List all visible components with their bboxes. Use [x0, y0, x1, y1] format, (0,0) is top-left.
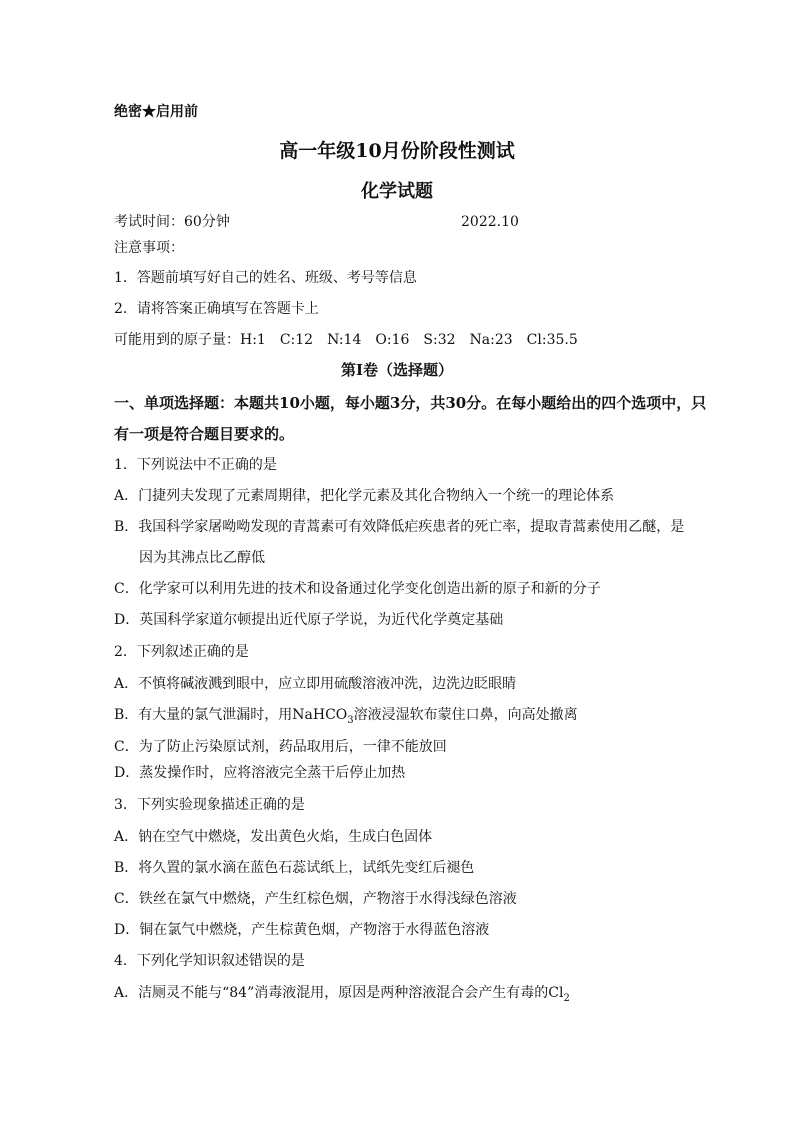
q3-stem: 3．下列实验现象描述正确的是 — [114, 797, 305, 813]
confidential-mark: 绝密★启用前 — [114, 104, 198, 120]
q2-option-a: A．不慎将碱液溅到眼中，应立即用硫酸溶液冲洗，边洗边眨眼睛 — [114, 676, 517, 692]
q1-option-a: A．门捷列夫发现了元素周期律，把化学元素及其化合物纳入一个统一的理论体系 — [114, 488, 615, 504]
atomic-mass-h: H:1 — [240, 332, 266, 348]
atomic-mass-o: O:16 — [375, 332, 410, 348]
q1-option-b: B．我国科学家屠呦呦发现的青蒿素可有效降低疟疾患者的死亡率，提取青蒿素使用乙醚，是 — [114, 519, 685, 535]
atomic-mass-cl: Cl:35.5 — [526, 332, 578, 348]
q2-b-text: B．有大量的氯气泄漏时，用NaHCO — [114, 707, 348, 723]
q2-b-subscript: 3 — [347, 714, 354, 726]
q1-option-d: D．英国科学家道尔顿提出近代原子学说，为近代化学奠定基础 — [114, 612, 504, 628]
notes-heading: 注意事项： — [114, 240, 184, 256]
exam-title: 高一年级10月份阶段性测试 — [279, 140, 515, 162]
q1-option-c: C．化学家可以利用先进的技术和设备通过化学变化创造出新的原子和新的分子 — [114, 581, 601, 597]
q4-stem: 4．下列化学知识叙述错误的是 — [114, 953, 305, 969]
q3-option-c: C．铁丝在氯气中燃烧，产生红棕色烟，产物溶于水得浅绿色溶液 — [114, 891, 517, 907]
exam-date: 2022.10 — [461, 214, 519, 230]
exam-time: 考试时间：60分钟 — [114, 214, 230, 230]
section-instruction-1: 一、单项选择题：本题共10小题，每小题3分，共30分。在每小题给出的四个选项中，只 — [114, 394, 707, 412]
volume-title: 第I卷（选择题） — [340, 361, 454, 379]
q1-stem: 1．下列说法中不正确的是 — [114, 457, 277, 473]
q2-option-c: C．为了防止污染原试剂，药品取用后，一律不能放回 — [114, 739, 447, 755]
atomic-mass-s: S:32 — [423, 332, 456, 348]
q2-stem: 2．下列叙述正确的是 — [114, 644, 249, 660]
atomic-mass-na: Na:23 — [469, 332, 513, 348]
q3-option-a: A．钠在空气中燃烧，发出黄色火焰，生成白色固体 — [114, 829, 433, 845]
section-instruction-2: 有一项是符合题目要求的。 — [114, 425, 295, 443]
atomic-mass-c: C:12 — [279, 332, 314, 348]
q4-option-a — [114, 983, 570, 1003]
q2-option-d: D．蒸发操作时，应将溶液完全蒸干后停止加热 — [114, 765, 406, 781]
atomic-mass-n: N:14 — [327, 332, 362, 348]
q2-b-text-end: 溶液浸湿软布蒙住口鼻，向高处撤离 — [353, 707, 578, 723]
note-2: 2．请将答案正确填写在答题卡上 — [114, 301, 319, 317]
exam-subtitle: 化学试题 — [361, 181, 433, 202]
q4-a-text: A．洁厕灵不能与“84”消毒液混用，原因是两种溶液混合会产生有毒的Cl — [114, 985, 564, 1001]
note-1: 1．答题前填写好自己的姓名、班级、考号等信息 — [114, 270, 417, 286]
q1-option-b-cont: 因为其沸点比乙醇低 — [139, 550, 265, 566]
q2-option-b — [114, 705, 578, 725]
atomic-label: 可能用到的原子量： — [114, 332, 240, 348]
q4-a-subscript: 2 — [563, 992, 570, 1004]
atomic-masses — [114, 330, 592, 350]
q3-option-b: B．将久置的氯水滴在蓝色石蕊试纸上，试纸先变红后褪色 — [114, 860, 475, 876]
q3-option-d: D．铜在氯气中燃烧，产生棕黄色烟，产物溶于水得蓝色溶液 — [114, 922, 490, 938]
